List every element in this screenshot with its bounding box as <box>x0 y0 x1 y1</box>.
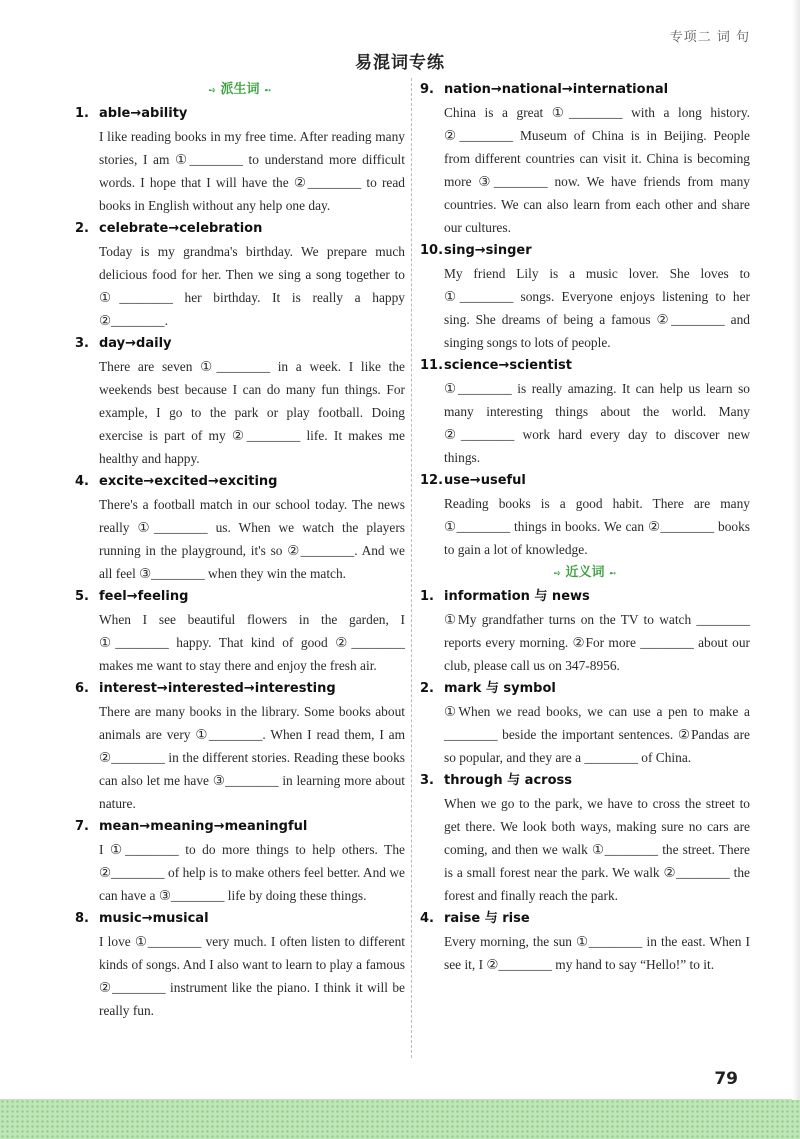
section-title-derivatives <box>75 78 405 102</box>
exercise-heading <box>75 470 405 493</box>
exercise-word-pair: feel→feeling <box>99 589 189 604</box>
exercise-heading <box>75 102 405 125</box>
exercise-heading <box>75 585 405 608</box>
exercise-item <box>75 470 405 585</box>
exercise-word-pair: interest→interested→interesting <box>99 681 336 696</box>
page-title: 易混词专练 <box>355 53 445 73</box>
exercise-item <box>75 907 405 1022</box>
arrow-deco-icon: ➺ <box>553 569 561 579</box>
exercise-item <box>75 677 405 815</box>
page-edge-shadow <box>792 0 800 1100</box>
exercise-number: 6. <box>75 681 89 696</box>
exercise-passage: There's a football match in our school today. The news really ①________ us. When we watch the players running in the playground, it's so ②________. And we all feel ③________ when they win the match. <box>99 497 405 581</box>
exercise-word-pair: raise 与 rise <box>444 911 530 926</box>
right-item-list-a <box>420 78 750 561</box>
exercise-number: 5. <box>75 589 89 604</box>
exercise-item <box>420 78 750 239</box>
exercise-heading <box>75 332 405 355</box>
exercise-word-pair: mark 与 symbol <box>444 681 556 696</box>
exercise-item <box>420 907 750 976</box>
exercise-number: 2. <box>420 681 434 696</box>
exercise-word-pair: sing→singer <box>444 243 532 258</box>
exercise-number: 3. <box>75 336 89 351</box>
exercise-number: 2. <box>75 221 89 236</box>
exercise-item <box>420 239 750 354</box>
exercise-passage: There are many books in the library. Some books about animals are very ①________. When I read them, I am ②________ in the different stories. Reading these books can also let me have ③________ in learning more about nature. <box>99 704 405 811</box>
right-item-list-b <box>420 585 750 976</box>
exercise-word-pair: music→musical <box>99 911 209 926</box>
header-section-label: 专项二 词 句 <box>669 30 750 45</box>
exercise-word-pair: able→ability <box>99 106 188 121</box>
exercise-number: 4. <box>75 474 89 489</box>
exercise-word-pair: nation→national→international <box>444 82 669 97</box>
exercise-passage: ①When we read books, we can use a pen to make a ________ beside the important sentences. ②Pandas are so popular, and they are a ________ of China. <box>444 704 750 765</box>
right-column <box>420 78 750 976</box>
exercise-number: 7. <box>75 819 89 834</box>
exercise-word-pair: use→useful <box>444 473 526 488</box>
section-title-synonyms <box>420 561 750 585</box>
exercise-number: 4. <box>420 911 434 926</box>
exercise-passage: I love ①________ very much. I often listen to different kinds of songs. And I also want to learn to play a famous ②________ instrument like the piano. I think it will be really fun. <box>99 934 405 1018</box>
exercise-passage: I ①________ to do more things to help others. The ②________ of help is to make others feel better. And we can have a ③________ life by doing these things. <box>99 842 405 903</box>
arrow-deco-icon: ➻ <box>609 569 617 579</box>
exercise-passage: Reading books is a good habit. There are many ①________ things in books. We can ②________ books to gain a lot of knowledge. <box>444 496 750 557</box>
exercise-item <box>75 102 405 217</box>
exercise-heading <box>420 677 750 700</box>
exercise-heading <box>420 769 750 792</box>
exercise-passage: When I see beautiful flowers in the garden, I ①________ happy. That kind of good ②________ makes me want to stay there and enjoy the fresh air. <box>99 612 405 673</box>
exercise-word-pair: celebrate→celebration <box>99 221 263 236</box>
arrow-deco-icon: ➻ <box>264 86 272 96</box>
exercise-heading <box>420 907 750 930</box>
arrow-deco-icon: ➺ <box>208 86 216 96</box>
exercise-heading <box>75 907 405 930</box>
exercise-heading <box>75 217 405 240</box>
exercise-heading <box>75 677 405 700</box>
exercise-number: 9. <box>420 82 434 97</box>
exercise-item <box>420 677 750 769</box>
exercise-number: 10. <box>420 243 444 258</box>
exercise-number: 1. <box>420 589 434 604</box>
column-divider <box>411 78 412 1058</box>
left-item-list <box>75 102 405 1022</box>
left-column <box>75 78 405 1022</box>
exercise-word-pair: excite→excited→exciting <box>99 474 278 489</box>
exercise-word-pair: mean→meaning→meaningful <box>99 819 308 834</box>
exercise-item <box>420 769 750 907</box>
footer-decoration <box>0 1099 800 1139</box>
exercise-passage: ①________ is really amazing. It can help us learn so many interesting things about the world. Many ②________ work hard every day to discover new things. <box>444 381 750 465</box>
exercise-passage: ①My grandfather turns on the TV to watch ________ reports every morning. ②For more ________ about our club, please call us on 347-8956. <box>444 612 750 673</box>
exercise-number: 12. <box>420 473 444 488</box>
exercise-item <box>75 585 405 677</box>
section-derivatives-label: 派生词 <box>220 82 260 97</box>
exercise-word-pair: day→daily <box>99 336 172 351</box>
exercise-heading <box>420 469 750 492</box>
section-synonyms-label: 近义词 <box>565 565 605 580</box>
exercise-heading <box>420 354 750 377</box>
exercise-word-pair: through 与 across <box>444 773 572 788</box>
exercise-item <box>75 217 405 332</box>
exercise-number: 3. <box>420 773 434 788</box>
exercise-number: 1. <box>75 106 89 121</box>
exercise-number: 11. <box>420 358 444 373</box>
exercise-heading <box>420 239 750 262</box>
exercise-item <box>75 815 405 907</box>
exercise-heading <box>420 78 750 101</box>
exercise-passage: China is a great ①________ with a long history. ②________ Museum of China is in Beijing. People from different countries can visit it. China is becoming more ③________ now. We have friends from many countries. We can also learn from each other and share our cultures. <box>444 105 750 235</box>
exercise-passage: I like reading books in my free time. After reading many stories, I am ①________ to understand more difficult words. I hope that I will have the ②________ to read books in English without any help one day. <box>99 129 405 213</box>
exercise-passage: My friend Lily is a music lover. She loves to ①________ songs. Everyone enjoys listening to her sing. She dreams of being a famous ②________ and singing songs to lots of people. <box>444 266 750 350</box>
exercise-item <box>420 585 750 677</box>
exercise-number: 8. <box>75 911 89 926</box>
exercise-passage: Every morning, the sun ①________ in the east. When I see it, I ②________ my hand to say “Hello!” to it. <box>444 934 750 972</box>
exercise-item <box>75 332 405 470</box>
exercise-heading <box>420 585 750 608</box>
page-number: 79 <box>714 1069 738 1089</box>
exercise-passage: There are seven ①________ in a week. I like the weekends best because I can do many fun things. For example, I go to the park or play football. Doing exercise is part of my ②________ life. It makes me healthy and happy. <box>99 359 405 466</box>
exercise-word-pair: information 与 news <box>444 589 590 604</box>
exercise-word-pair: science→scientist <box>444 358 572 373</box>
exercise-item <box>420 469 750 561</box>
exercise-item <box>420 354 750 469</box>
exercise-passage: Today is my grandma's birthday. We prepare much delicious food for her. Then we sing a song together to ①________ her birthday. It is really a happy ②________. <box>99 244 405 328</box>
exercise-passage: When we go to the park, we have to cross the street to get there. We look both ways, making sure no cars are coming, and then we walk ①________ the street. There is a small forest near the park. We walk ②________ the forest and finally reach the park. <box>444 796 750 903</box>
exercise-heading <box>75 815 405 838</box>
